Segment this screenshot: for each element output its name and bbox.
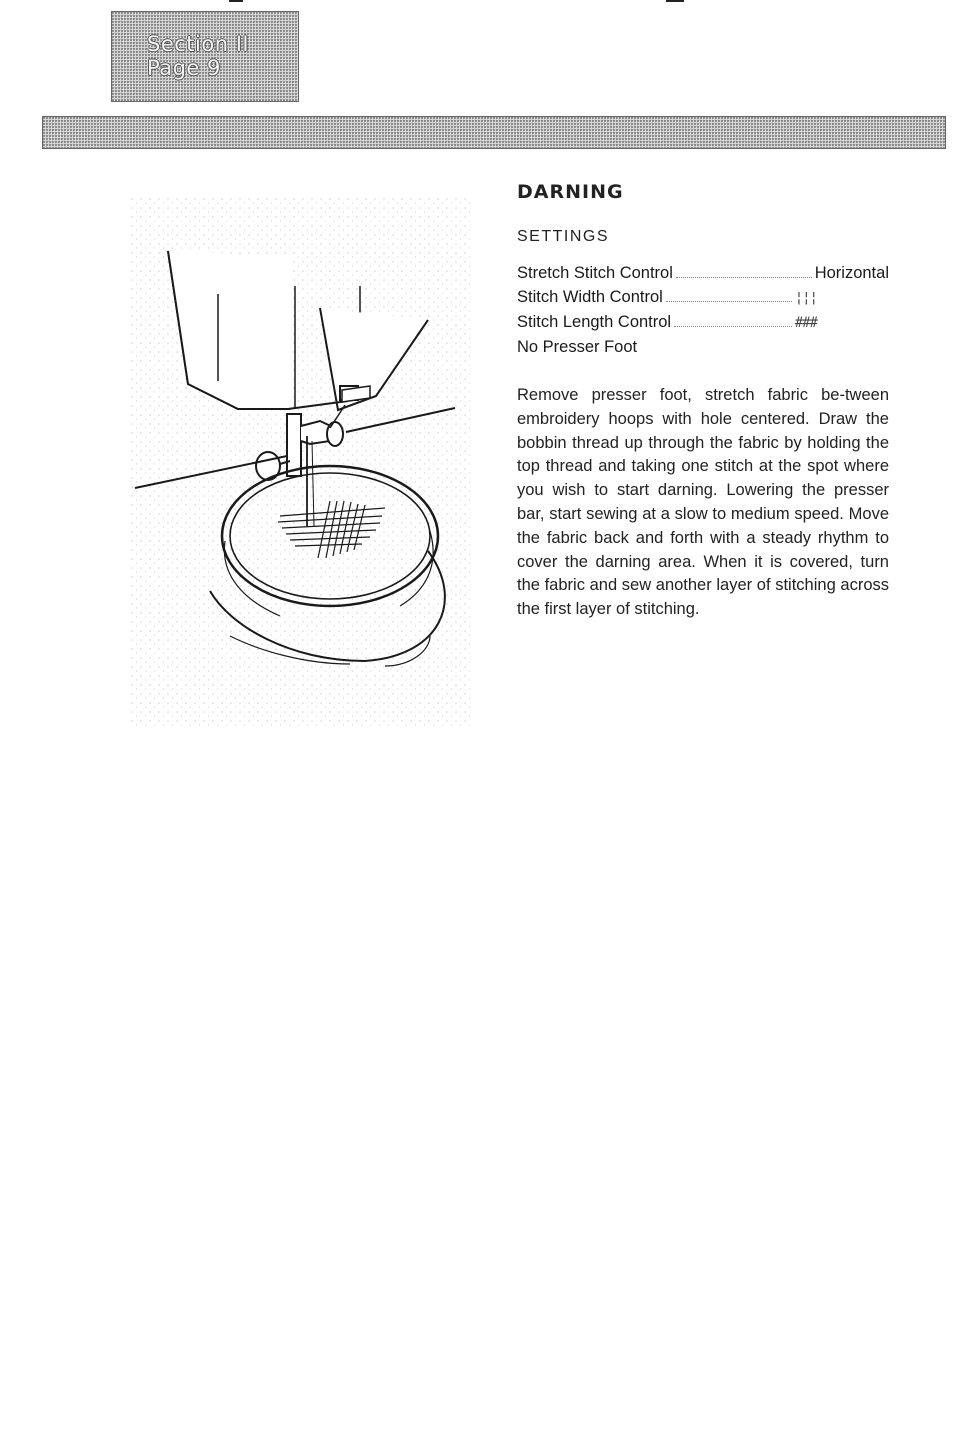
setting-value: Horizontal	[814, 264, 889, 282]
settings-list	[517, 261, 889, 359]
setting-name: Stitch Width Control	[517, 288, 663, 306]
top-edge-mark-right	[666, 0, 684, 2]
setting-name: Stitch Length Control	[517, 313, 672, 331]
page-title: DARNING	[517, 181, 624, 203]
header-band	[42, 116, 946, 149]
section-page-tab	[111, 11, 299, 102]
darning-illustration	[130, 196, 470, 726]
setting-row	[517, 261, 889, 285]
settings-heading: SETTINGS	[517, 228, 610, 245]
instruction-column	[517, 181, 889, 622]
darning-illustration-svg	[130, 196, 470, 726]
setting-row	[517, 335, 889, 359]
setting-name: Stretch Stitch Control	[517, 264, 673, 282]
stitch-width-symbol: ¦¦¦	[794, 290, 817, 306]
top-edge-mark-left	[229, 0, 243, 2]
leader-dots	[674, 326, 792, 327]
instructions-paragraph: Remove presser foot, stretch fabric be-tween embroidery hoops with hole centered. Draw the bobbin thread up through the fabric by holding the top thread and taking one stitch at the spot where you wish to start darning. Lowering the presser bar, start sewing at a slow to medium speed. Move the fabric back and forth with a steady rhythm to cover the darning area. When it is covered, turn the fabric and sew another layer of stitching across the first layer of stitching.	[517, 386, 889, 619]
page-label: Page 9	[147, 56, 221, 80]
setting-row	[517, 310, 817, 335]
setting-name: No Presser Foot	[517, 338, 638, 356]
leader-dots	[666, 301, 792, 302]
section-label: Section II	[147, 32, 250, 56]
stitch-length-symbol: ###	[794, 315, 817, 331]
leader-dots	[676, 277, 812, 278]
setting-row	[517, 285, 817, 310]
